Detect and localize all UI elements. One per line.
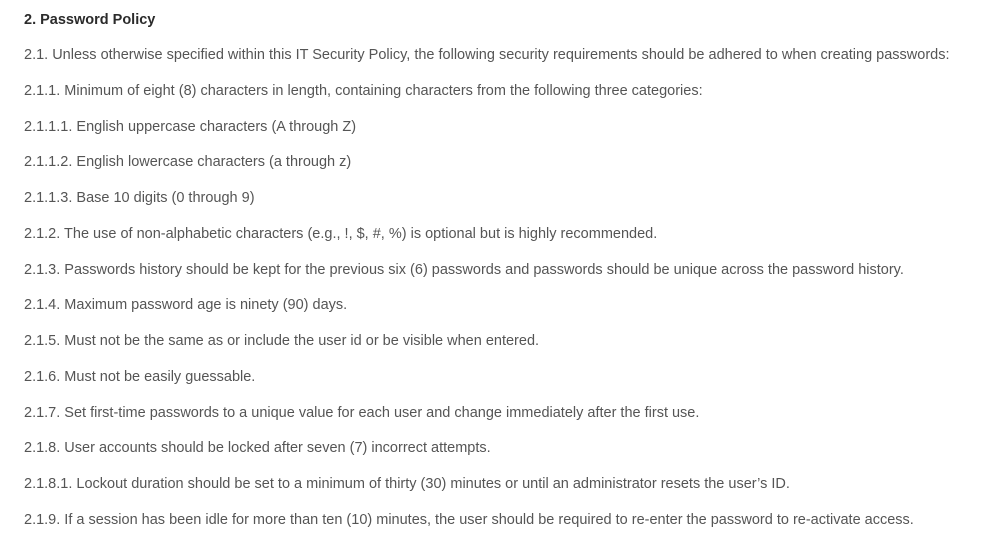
section-heading: 2. Password Policy [24,12,156,28]
policy-item-2-1-5: 2.1.5. Must not be the same as or include the user id or be visible when entered. [24,333,540,349]
policy-item-2-1-1-2: 2.1.1.2. English lowercase characters (a through z) [24,154,352,170]
policy-item-2-1-8-1: 2.1.8.1. Lockout duration should be set to a minimum of thirty (30) minutes or until an administrator resets the user’s ID. [24,476,790,492]
policy-item-2-1: 2.1. Unless otherwise specified within this IT Security Policy, the following security requirements should be adhered to when creating passwords: [24,47,950,63]
policy-item-2-1-2: 2.1.2. The use of non-alphabetic characters (e.g., !, $, #, %) is optional but is highly recommended. [24,226,658,242]
policy-item-2-1-4: 2.1.4. Maximum password age is ninety (90) days. [24,297,348,313]
policy-item-2-1-8: 2.1.8. User accounts should be locked after seven (7) incorrect attempts. [24,440,491,456]
policy-item-2-1-1-3: 2.1.1.3. Base 10 digits (0 through 9) [24,190,255,206]
policy-item-2-1-7: 2.1.7. Set first-time passwords to a unique value for each user and change immediately after the first use. [24,405,700,421]
policy-item-2-1-3: 2.1.3. Passwords history should be kept for the previous six (6) passwords and passwords should be unique across the password history. [24,262,904,278]
policy-item-2-1-9: 2.1.9. If a session has been idle for more than ten (10) minutes, the user should be required to re-enter the password to re-activate access. [24,512,914,528]
policy-item-2-1-1: 2.1.1. Minimum of eight (8) characters in length, containing characters from the following three categories: [24,83,703,99]
policy-item-2-1-1-1: 2.1.1.1. English uppercase characters (A through Z) [24,119,357,135]
policy-item-2-1-6: 2.1.6. Must not be easily guessable. [24,369,256,385]
